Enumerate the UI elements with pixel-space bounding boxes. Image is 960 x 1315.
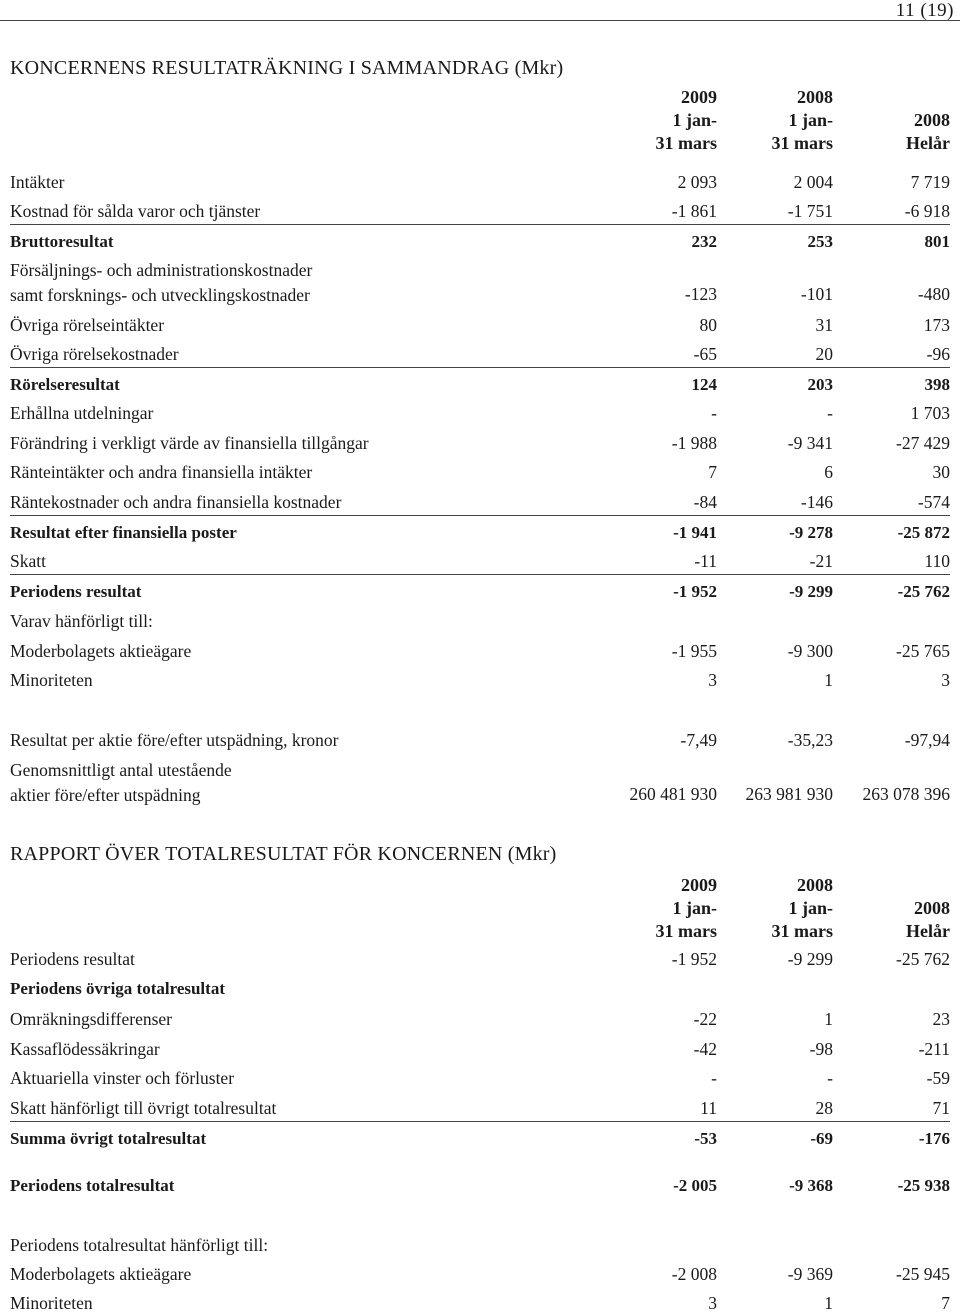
value-2008-full-year: 7	[941, 1293, 950, 1313]
table-row	[10, 668, 950, 692]
table-row	[10, 639, 950, 663]
table-row	[10, 1066, 950, 1090]
value-2008-q1: -146	[800, 492, 833, 512]
table-row	[10, 490, 950, 514]
table-row-subtotal	[10, 574, 950, 599]
value-2008-q1: 203	[807, 375, 833, 394]
row-label: Moderbolagets aktieägare	[10, 641, 192, 661]
value-2008-q1: 1	[824, 1293, 833, 1313]
value-2008-full-year: 110	[924, 551, 950, 571]
value-2009-q1: -84	[693, 492, 717, 512]
value-2008-q1: 2 004	[793, 172, 833, 192]
row-label: Intäkter	[10, 172, 65, 192]
table-row	[10, 1037, 950, 1061]
table-row	[10, 947, 950, 971]
row-label: Övriga rörelsekostnader	[10, 344, 179, 364]
row-label: Skatt hänförligt till övrigt totalresultat	[10, 1098, 277, 1118]
row-label: Moderbolagets aktieägare	[10, 1264, 192, 1284]
value-2009-q1: -1 955	[671, 641, 717, 661]
column-header-2008-q1: 2008 1 jan- 31 mars	[771, 875, 833, 941]
value-2008-full-year: -25 762	[896, 949, 950, 969]
value-2009-q1: 80	[699, 315, 717, 335]
value-2008-full-year: 7 719	[910, 172, 950, 192]
column-header-2009-q1: 2009 1 jan- 31 mars	[655, 87, 717, 153]
row-label: Periodens totalresultat	[10, 1176, 175, 1195]
table-row	[10, 1233, 950, 1257]
value-2009-q1: 232	[691, 232, 717, 251]
value-2008-full-year: -97,94	[904, 730, 950, 750]
row-label: Omräkningsdifferenser	[10, 1009, 172, 1029]
value-2008-q1: -9 299	[787, 949, 833, 969]
value-2009-q1: -	[711, 1068, 717, 1088]
value-2008-full-year: 173	[923, 315, 950, 335]
value-2009-q1: -11	[694, 551, 717, 571]
table-row	[10, 728, 950, 752]
table-row-subtotal	[10, 515, 950, 540]
row-label: Periodens resultat	[10, 949, 135, 969]
row-label: Bruttoresultat	[10, 232, 114, 251]
value-2008-full-year: -25 938	[897, 1176, 950, 1195]
table-row	[10, 549, 950, 573]
value-2008-q1: 1	[824, 1009, 833, 1029]
table-row-total	[10, 1174, 950, 1198]
table-row	[10, 758, 950, 806]
value-2009-q1: 124	[691, 375, 717, 394]
value-2008-full-year: -25 765	[896, 641, 950, 661]
value-2009-q1: 11	[700, 1098, 717, 1118]
value-2009-q1: -2 008	[671, 1264, 717, 1284]
column-header-2008-full-year: 2008 Helår	[906, 898, 950, 941]
table-row	[10, 1291, 950, 1315]
value-2009-q1: -22	[693, 1009, 717, 1029]
value-2008-full-year: -574	[917, 492, 950, 512]
row-label: Kassaflödessäkringar	[10, 1039, 160, 1059]
value-2009-q1: -7,49	[680, 730, 717, 750]
table-row-heading	[10, 977, 950, 1001]
value-2008-full-year: -96	[926, 344, 950, 364]
row-label: Resultat per aktie före/efter utspädning, kronor	[10, 730, 339, 750]
value-2008-full-year: -25 945	[896, 1264, 950, 1284]
value-2008-q1: -21	[809, 551, 833, 571]
column-header-2008-q1: 2008 1 jan- 31 mars	[771, 87, 833, 153]
value-2008-q1: 20	[815, 344, 833, 364]
value-2008-q1: 253	[807, 232, 833, 251]
table-row	[10, 258, 950, 306]
row-label: Genomsnittligt antal utestående aktier före/efter utspädning	[10, 760, 232, 805]
value-2009-q1: -1 952	[673, 582, 717, 601]
table-row	[10, 431, 950, 455]
value-2008-full-year: -25 872	[897, 523, 950, 542]
value-2008-q1: 1	[824, 670, 833, 690]
value-2009-q1: 2 093	[677, 172, 717, 192]
value-2008-full-year: 1 703	[910, 403, 950, 423]
value-2008-q1: -69	[810, 1129, 833, 1148]
row-label: Minoriteten	[10, 1293, 93, 1313]
row-label: Övriga rörelseintäkter	[10, 315, 165, 335]
value-2008-full-year: 23	[932, 1009, 950, 1029]
value-2008-q1: -9 341	[787, 433, 833, 453]
value-2008-q1: -35,23	[787, 730, 833, 750]
value-2009-q1: -1 988	[671, 433, 717, 453]
table-row	[10, 609, 950, 633]
value-2008-q1: -9 278	[789, 523, 833, 542]
value-2009-q1: -123	[684, 284, 717, 304]
row-label: Förändring i verkligt värde av finansiella tillgångar	[10, 433, 369, 453]
table-row-subtotal	[10, 1121, 950, 1146]
row-label: Räntekostnader och andra finansiella kostnader	[10, 492, 342, 512]
table-row	[10, 1007, 950, 1031]
comprehensive-income-title: RAPPORT ÖVER TOTALRESULTAT FÖR KONCERNEN (Mkr)	[10, 843, 557, 865]
value-2008-full-year: -59	[926, 1068, 950, 1088]
value-2008-full-year: -480	[917, 284, 950, 304]
value-2009-q1: -1 941	[673, 523, 717, 542]
table-row	[10, 199, 950, 223]
value-2008-q1: -98	[809, 1039, 833, 1059]
value-2008-full-year: 398	[924, 375, 950, 394]
value-2009-q1: -	[711, 403, 717, 423]
value-2008-full-year: -176	[918, 1129, 950, 1148]
header-divider	[0, 20, 960, 21]
value-2009-q1: 260 481 930	[629, 784, 717, 804]
column-header-2008-full-year: 2008 Helår	[906, 110, 950, 153]
value-2008-q1: 31	[815, 315, 833, 335]
table-row	[10, 1262, 950, 1286]
value-2008-full-year: -211	[918, 1039, 950, 1059]
value-2008-q1: -9 300	[787, 641, 833, 661]
value-2008-full-year: 71	[932, 1098, 950, 1118]
row-label: Periodens resultat	[10, 582, 142, 601]
table-row	[10, 313, 950, 337]
value-2008-q1: -101	[800, 284, 833, 304]
income-statement-title: KONCERNENS RESULTATRÄKNING I SAMMANDRAG (Mkr)	[10, 57, 564, 79]
table-row	[10, 342, 950, 366]
value-2009-q1: -42	[693, 1039, 717, 1059]
row-label: Resultat efter finansiella poster	[10, 523, 237, 542]
value-2008-full-year: -6 918	[904, 201, 950, 221]
value-2008-q1: 28	[815, 1098, 833, 1118]
row-label: Försäljnings- och administrationskostnader samt forsknings- och utvecklingskostnader	[10, 260, 313, 305]
value-2008-q1: -1 751	[787, 201, 833, 221]
value-2008-full-year: -25 762	[897, 582, 950, 601]
value-2009-q1: -65	[693, 344, 717, 364]
table-row-subtotal	[10, 224, 950, 249]
page-number: 11 (19)	[895, 0, 954, 21]
value-2008-q1: 263 981 930	[745, 784, 833, 804]
row-label: Aktuariella vinster och förluster	[10, 1068, 235, 1088]
value-2009-q1: -1 861	[671, 201, 717, 221]
row-label: Periodens totalresultat hänförligt till:	[10, 1235, 269, 1255]
row-label: Erhållna utdelningar	[10, 403, 154, 423]
value-2009-q1: 3	[708, 670, 717, 690]
table-row	[10, 401, 950, 425]
value-2008-q1: -9 299	[789, 582, 833, 601]
value-2008-full-year: 3	[941, 670, 950, 690]
row-label: Skatt	[10, 551, 46, 571]
row-label: Minoriteten	[10, 670, 93, 690]
value-2009-q1: -1 952	[671, 949, 717, 969]
row-label: Periodens övriga totalresultat	[10, 979, 225, 998]
value-2008-full-year: 263 078 396	[862, 784, 950, 804]
value-2009-q1: 7	[708, 462, 717, 482]
row-label: Rörelseresultat	[10, 375, 120, 394]
table-row	[10, 1096, 950, 1120]
value-2009-q1: 3	[708, 1293, 717, 1313]
value-2009-q1: -2 005	[673, 1176, 717, 1195]
value-2009-q1: -53	[694, 1129, 717, 1148]
row-label: Summa övrigt totalresultat	[10, 1129, 207, 1148]
row-label: Kostnad för sålda varor och tjänster	[10, 201, 261, 221]
table-row	[10, 460, 950, 484]
value-2008-full-year: -27 429	[896, 433, 950, 453]
value-2008-q1: 6	[824, 462, 833, 482]
value-2008-full-year: 30	[932, 462, 950, 482]
row-label: Varav hänförligt till:	[10, 611, 153, 631]
column-header-2009-q1: 2009 1 jan- 31 mars	[655, 875, 717, 941]
value-2008-q1: -9 369	[787, 1264, 833, 1284]
value-2008-q1: -	[827, 1068, 833, 1088]
table-row-subtotal	[10, 367, 950, 392]
row-label: Ränteintäkter och andra finansiella intäkter	[10, 462, 313, 482]
value-2008-q1: -9 368	[789, 1176, 833, 1195]
table-row	[10, 170, 950, 194]
value-2008-q1: -	[827, 403, 833, 423]
value-2008-full-year: 801	[924, 232, 950, 251]
